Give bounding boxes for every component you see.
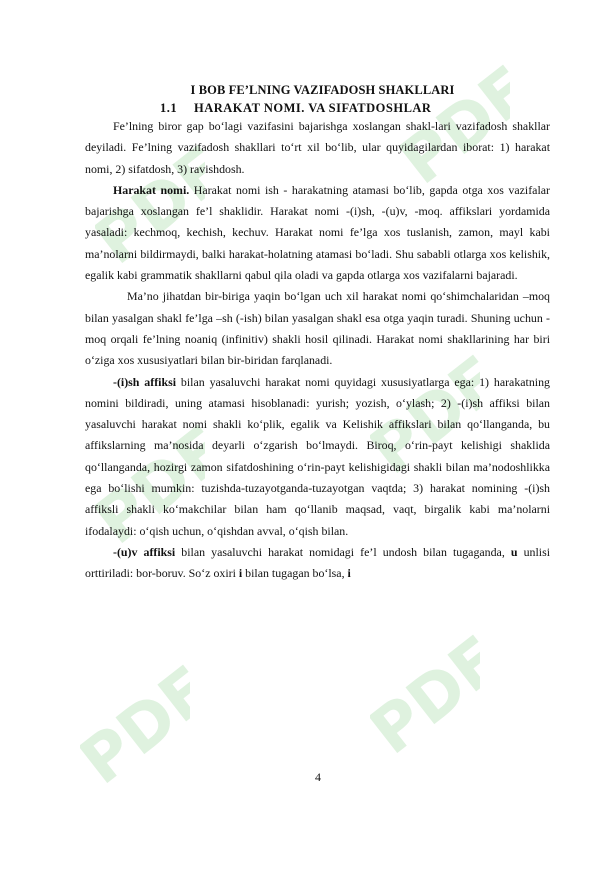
section-title: HARAKAT NOMI. VA SIFATDOSHLAR [194, 101, 432, 115]
svg-text:PDF: PDF [95, 412, 205, 560]
watermark [370, 610, 480, 840]
paragraph-text: unlisi orttiriladi: bor-boruv. So‘z oxiri [85, 544, 551, 581]
watermark [80, 640, 190, 870]
paragraph-text: Harakat nomi ish - harakatning atamasi bo‘lib, gapda otga xos vazifalar bajarishga xoslangan fe’l shaklidir. Harakat nomi -(i)sh, -(u)v, -moq. affikslari yordamida yasaladi: kechmoq, kechish, kechuv. Harakat nomi fe’lga xos tuslanish, zamon, mayl kabi ma’nolarni bildirmaydi, balki harakat-holatning atamasi bo‘ladi. Shu sababli otlarga xos kelishik, egalik kabi grammatik shakllarni qabul qila oladi va gapda otlarga xos vazifalarni bajaradi. [85, 182, 550, 283]
paragraph-text: bilan tugagan bo‘lsa, [242, 566, 348, 581]
letter-u: u [510, 544, 518, 559]
paragraph-text: bilan yasaluvchi harakat nomidagi fe’l undosh bilan tugaganda, [175, 544, 511, 559]
letter-i: i [238, 566, 243, 581]
svg-text:PDF: PDF [95, 132, 205, 280]
paragraph-harakat-nomi [85, 180, 550, 286]
svg-text:PDF: PDF [400, 52, 510, 200]
paragraph-uv-affiksi [85, 542, 550, 585]
letter-i: i [347, 566, 351, 581]
section-heading [85, 100, 550, 116]
page-number: 4 [315, 770, 321, 784]
section-number: 1.1 [160, 101, 178, 115]
paragraph-intro: Fe’lning biror gap bo‘lagi vazifasini bajarishga xoslangan shakl-lari vazifadosh shakllar deyiladi. Fe’lning vazifadosh shakllari to‘rt xil bo‘lib, ular quyidagilardan iborat: 1) harakat nomi, 2) sifatdosh, 3) ravishdosh. [85, 119, 550, 176]
paragraph-mano: Ma’no jihatdan bir-biriga yaqin bo‘lgan uch xil harakat nomi qo‘shimchalaridan –moq bilan yasalgan shakl fe’lga –sh (-ish) bilan yasalgan shakl esa otga yaqin turadi. Shuning uchun -moq orqali fe’lning noaniq (infinitiv) shakli hosil qilinadi. Harakat nomi shakllarining har biri o‘ziga xos xususiyatlari bilan bir-biridan farqlanadi. [85, 289, 550, 368]
svg-text:PDF: PDF [80, 652, 190, 800]
paragraph-text: bilan yasaluvchi harakat nomi quyidagi xususiyatlarga ega: 1) harakatning nomini bildiradi, uning atamasi hisoblanadi: yurish; yozish, o‘ylash; 2) -(i)sh affiksi bilan yasaluvchi harakat nomi shakli ko‘plik, egalik va Kelishik affikslari bilan qo‘llanganda, bu affikslarning ma’nosida deyarli o‘zgarish bo‘lmaydi. Biroq, o‘rin-payt kelishigi shaklida qo‘llanganda, hozirgi zamon sifatdoshining o‘rin-payt kelishigidagi shakli bilan ma’nodoshlikka ega bo‘lishi mumkin: tuzishda-tuzayotganda-tuzayotgan vaqtda; 3) harakat nomining -(i)sh affiksli shakli ko‘makchilar bilan ham qo‘llanib maqsad, vaqt, birgalik kabi ma’nolarni ifodalaydi: o‘qish uchun, o‘qishdan avval, o‘qish bilan. [85, 374, 550, 538]
svg-text:PDF: PDF [370, 342, 480, 490]
term-harakat-nomi: Harakat nomi. [113, 182, 190, 197]
paragraph-ish-affiksi [85, 372, 550, 542]
term-uv-affiksi: -(u)v affiksi [113, 544, 176, 559]
document-body [85, 82, 550, 585]
term-ish-affiksi: -(i)sh affiksi [113, 374, 177, 389]
svg-text:PDF: PDF [370, 622, 480, 770]
chapter-title: I BOB FE’LNING VAZIFADOSH SHAKLLARI [190, 83, 455, 97]
